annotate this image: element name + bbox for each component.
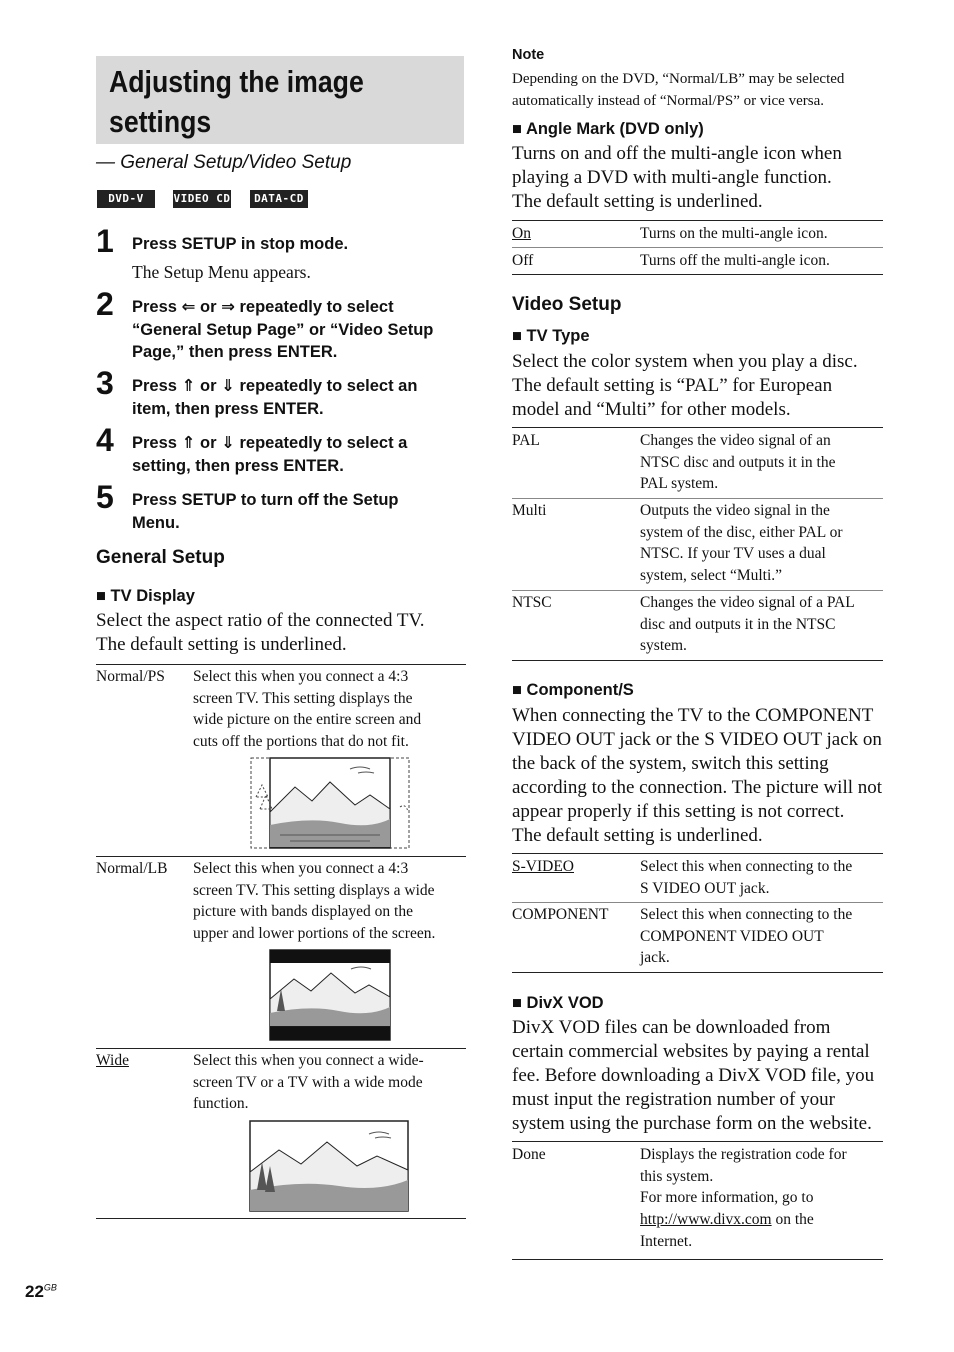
right-arrow-icon: ⇒ <box>221 297 235 316</box>
up-arrow-icon: ⇑ <box>181 376 196 395</box>
divider <box>512 220 883 221</box>
divider <box>512 902 883 903</box>
component-option-component: COMPONENT <box>512 906 609 923</box>
component-heading: ■ Component/S <box>512 681 634 699</box>
angle-mark-option-off: Off <box>512 252 534 269</box>
divx-option-desc: Displays the registration code for this system. For more information, go to http://www.divx.com on the Internet. <box>640 1146 847 1250</box>
divider <box>512 1141 883 1142</box>
divider <box>512 498 883 499</box>
divider <box>512 1259 883 1260</box>
step-1-text: Press SETUP in stop mode. <box>132 235 349 253</box>
up-arrow-icon: ⇑ <box>181 433 196 452</box>
divider <box>512 427 883 428</box>
page-number: $22^{GB}$ <box>25 1282 57 1301</box>
down-arrow-icon: ⇓ <box>221 376 235 395</box>
component-option-desc: Select this when connecting to the COMPONENT VIDEO OUT jack. <box>640 906 853 967</box>
step-number-2: 2 <box>96 286 114 322</box>
page-subtitle: — General Setup/Video Setup <box>96 152 352 173</box>
badge-data-cd: DATA-CD <box>250 190 308 208</box>
down-arrow-icon: ⇓ <box>221 433 235 452</box>
tv-type-heading: ■ TV Type <box>512 327 590 345</box>
component-option-desc: Select this when connecting to the S VIDEO OUT jack. <box>640 858 853 897</box>
video-setup-heading: Video Setup <box>512 294 622 315</box>
divider <box>512 247 883 248</box>
note-label: Note <box>512 47 545 63</box>
divx-link[interactable]: http://www.divx.com <box>640 1211 772 1229</box>
divider <box>512 853 883 854</box>
divider <box>96 856 466 857</box>
title-box <box>96 56 464 144</box>
step-2-text: Press ⇐ or ⇒ repeatedly to select “General Setup Page” or “Video Setup Page,” then press ENTER. <box>132 297 434 361</box>
tv-type-option-desc: Changes the video signal of an NTSC disc and outputs it in the PAL system. <box>640 432 836 493</box>
step-number-5: 5 <box>96 479 114 515</box>
component-option-s-video: S-VIDEO <box>512 858 574 875</box>
angle-mark-heading: ■ Angle Mark (DVD only) <box>512 120 704 138</box>
normal-lb-illustration <box>269 949 391 1041</box>
step-1-note: The Setup Menu appears. <box>132 262 311 282</box>
tv-display-option-normal-ps: Normal/PS <box>96 668 165 685</box>
angle-mark-option-desc: Turns on the multi-angle icon. <box>640 225 828 242</box>
divider <box>512 274 883 275</box>
component-desc: When connecting the TV to the COMPONENT VIDEO OUT jack or the S VIDEO OUT jack on the back of the system, switch this setting according to the connection. The picture will not appear properly if this setting is not correct. The default setting is underlined. <box>512 705 883 846</box>
tv-type-option-pal: PAL <box>512 432 540 449</box>
tv-display-heading: ■ TV Display <box>96 587 195 605</box>
general-setup-heading: General Setup <box>96 547 225 568</box>
step-number-4: 4 <box>96 422 114 458</box>
left-arrow-icon: ⇐ <box>181 297 196 316</box>
angle-mark-option-desc: Turns off the multi-angle icon. <box>640 252 830 269</box>
tv-display-desc: Select the aspect ratio of the connected TV. The default setting is underlined. <box>96 610 425 655</box>
step-3-text: Press ⇑ or ⇓ repeatedly to select an item, then press ENTER. <box>132 376 418 418</box>
tv-display-option-desc: Select this when you connect a 4:3 screen TV. This setting displays the wide picture on the entire screen and cuts off the portions that do not fit. <box>193 668 422 751</box>
tv-type-desc: Select the color system when you play a disc. The default setting is “PAL” for European model and “Multi” for other models. <box>512 351 858 420</box>
badge-video-cd: VIDEO CD <box>173 190 231 208</box>
step-number-1: 1 <box>96 223 114 259</box>
divider <box>512 590 883 591</box>
wide-illustration <box>249 1120 409 1212</box>
tv-display-option-desc: Select this when you connect a 4:3 screen TV. This setting displays a wide picture with bands displayed on the upper and lower portions of the screen. <box>193 860 436 943</box>
page-title: Adjusting the image settings <box>109 64 364 139</box>
divx-vod-heading: ■ DivX VOD <box>512 994 604 1012</box>
tv-display-option-desc: Select this when you connect a wide- screen TV or a TV with a wide mode function. <box>193 1052 424 1113</box>
divider <box>96 1218 466 1219</box>
badge-dvd-v: DVD-V <box>97 190 155 208</box>
step-4-text: Press ⇑ or ⇓ repeatedly to select a setting, then press ENTER. <box>132 433 408 475</box>
angle-mark-option-on: On <box>512 225 531 242</box>
normal-ps-illustration <box>250 757 410 849</box>
divider <box>96 664 466 665</box>
tv-display-option-wide: Wide <box>96 1052 129 1069</box>
angle-mark-desc: Turns on and off the multi-angle icon when playing a DVD with multi-angle function. The default setting is underlined. <box>512 143 842 212</box>
divider <box>512 972 883 973</box>
divx-option-done: Done <box>512 1146 546 1163</box>
note-text: Depending on the DVD, “Normal/LB” may be selected automatically instead of “Normal/PS” or vice versa. <box>512 71 845 109</box>
tv-type-option-desc: Changes the video signal of a PAL disc and outputs it in the NTSC system. <box>640 594 855 655</box>
step-5-text: Press SETUP to turn off the Setup Menu. <box>132 491 399 532</box>
step-number-3: 3 <box>96 365 114 401</box>
divx-vod-desc: DivX VOD files can be downloaded from certain commercial websites by paying a rental fee. Before downloading a DivX VOD file, you must input the registration number of your system using the purchase form on the website. <box>512 1017 875 1134</box>
tv-type-option-desc: Outputs the video signal in the system of the disc, either PAL or NTSC. If your TV uses a dual system, select “Multi.” <box>640 502 843 585</box>
divider <box>512 660 883 661</box>
tv-type-option-multi: Multi <box>512 502 547 519</box>
tv-type-option-ntsc: NTSC <box>512 594 552 611</box>
divider <box>96 1048 466 1049</box>
tv-display-option-normal-lb: Normal/LB <box>96 860 168 877</box>
